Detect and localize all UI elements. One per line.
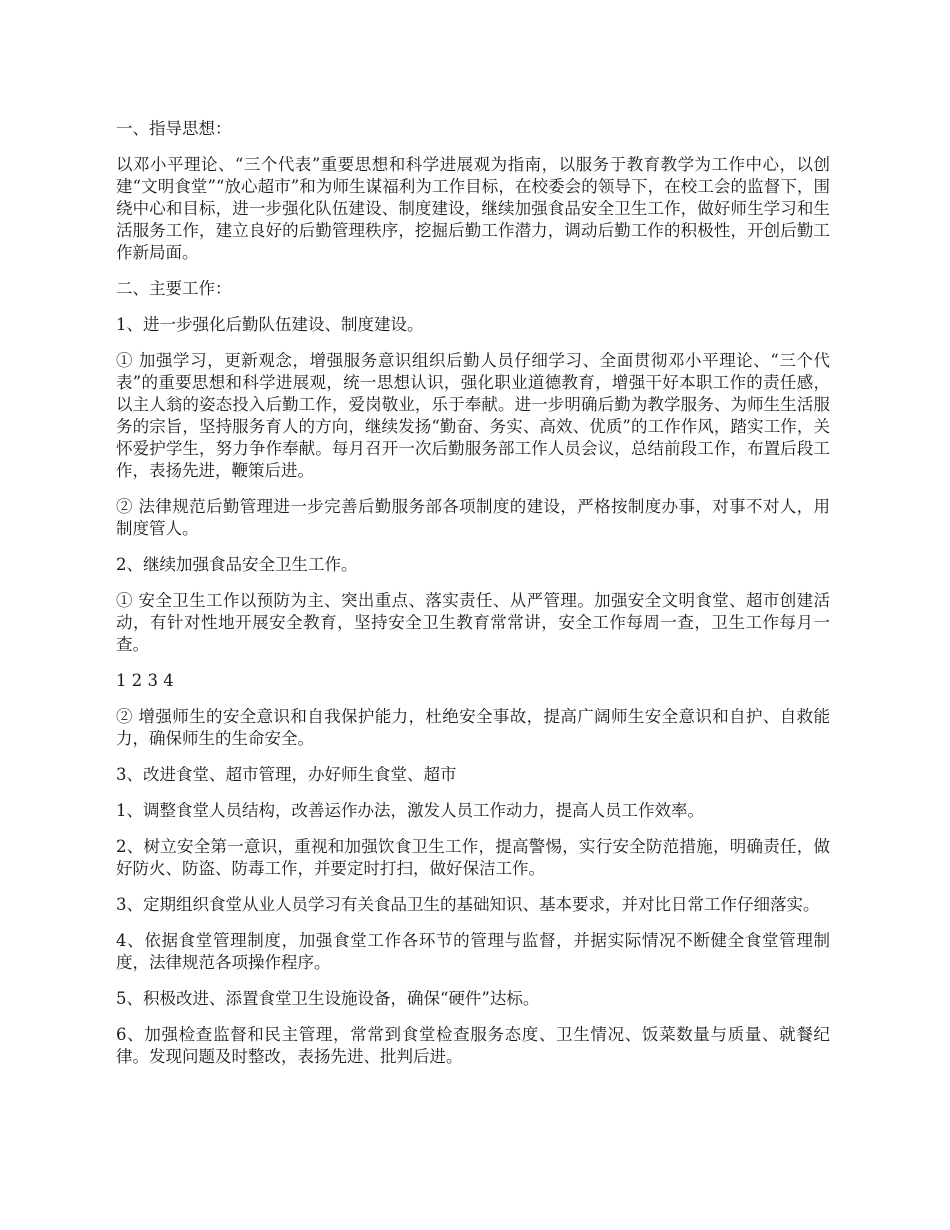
section-heading-guiding-ideology: 一、指导思想： [116,119,232,138]
subheading-team-building: 1、进一步强化后勤队伍建设、制度建设。 [116,315,424,334]
section-heading-main-work: 二、主要工作： [116,279,232,298]
list-item-2: 2、树立安全第一意识，重视和加强饮食卫生工作，提高警惕，实行安全防范措施，明确责任，做好防火、防盗、防毒工作，并要定时打扫，做好保洁工作。 [116,837,830,878]
paragraph-regulate-management: ② 法律规范后勤管理进一步完善后勤服务部各项制度的建设，严格按制度办事，对事不对人，用制度管人。 [116,497,830,538]
paragraph-safety-prevention: ① 安全卫生工作以预防为主、突出重点、落实责任、从严管理。加强安全文明食堂、超市创建活动，有针对性地开展安全教育，坚持安全卫生教育常常讲，安全工作每周一查，卫生工作每月一查。 [116,591,830,654]
list-item-4: 4、依据食堂管理制度，加强食堂工作各环节的管理与监督，并据实际情况不断健全食堂管理制度，法律规范各项操作程序。 [116,931,830,972]
subheading-food-safety: 2、继续加强食品安全卫生工作。 [116,555,358,574]
page-numbers-line: 1 2 3 4 [116,671,174,690]
paragraph-strengthen-learning: ① 加强学习，更新观念，增强服务意识组织后勤人员仔细学习、全面贯彻邓小平理论、“三个代表”的重要思想和科学进展观，统一思想认识，强化职业道德教育，增强干好本职工作的责任感，以主人翁的姿态投入后勤工作，爱岗敬业，乐于奉献。进一步明确后勤为教学服务、为师生生活服务的宗旨，坚持服务育人的方向，继续发扬“勤奋、务实、高效、优质”的工作作风，踏实工作，关怀爱护学生，努力争作奉献。每月召开一次后勤服务部工作人员会议，总结前段工作，布置后段工作，表扬先进，鞭策后进。 [116,351,830,480]
subheading-canteen-management: 3、改进食堂、超市管理，办好师生食堂、超市 [116,765,457,784]
list-item-1: 1、调整食堂人员结构，改善运作办法，激发人员工作动力，提高人员工作效率。 [116,801,704,820]
paragraph-safety-awareness: ② 增强师生的安全意识和自我保护能力，杜绝安全事故，提高广阔师生安全意识和自护、自救能力，确保师生的生命安全。 [116,707,830,748]
list-item-5: 5、积极改进、添置食堂卫生设施设备，确保“硬件”达标。 [116,989,540,1008]
document-page [116,118,830,1082]
list-item-3: 3、定期组织食堂从业人员学习有关食品卫生的基础知识、基本要求，并对比日常工作仔细落实。 [116,895,820,914]
list-item-6: 6、加强检查监督和民主管理，常常到食堂检查服务态度、卫生情况、饭菜数量与质量、就餐纪律。发现问题及时整改，表扬先进、批判后进。 [116,1025,830,1066]
paragraph-guiding-ideology: 以邓小平理论、“三个代表”重要思想和科学进展观为指南，以服务于教育教学为工作中心，以创建“文明食堂”“放心超市”和为师生谋福利为工作目标，在校委会的领导下，在校工会的监督下，围绕中心和目标，进一步强化队伍建设、制度建设，继续加强食品安全卫生工作，做好师生学习和生活服务工作，建立良好的后勤管理秩序，挖掘后勤工作潜力，调动后勤工作的积极性，开创后勤工作新局面。 [116,155,830,262]
